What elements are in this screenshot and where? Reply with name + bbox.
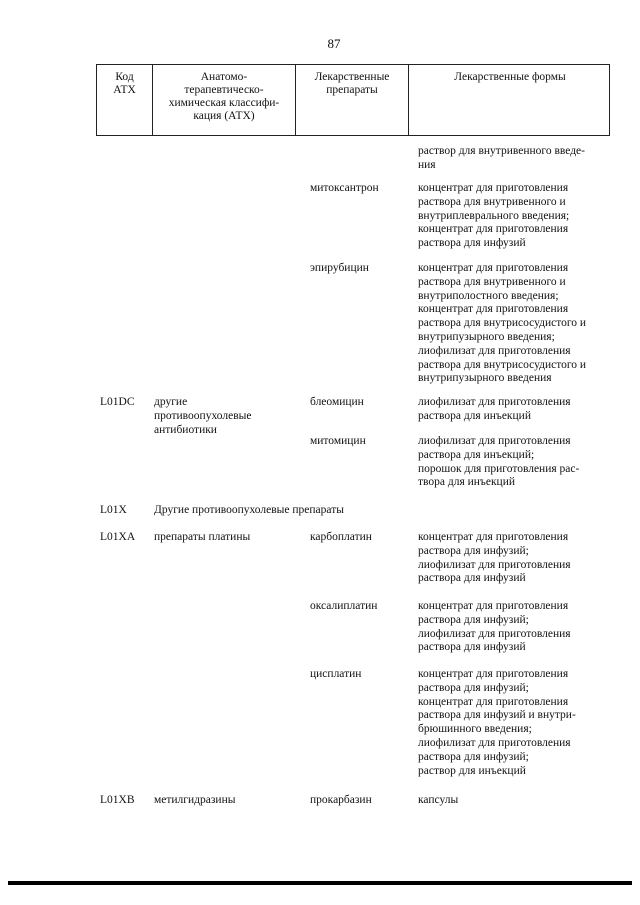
text-line: раствора для внутрисосудистого и: [418, 317, 587, 330]
row-drug: оксалиплатин: [310, 600, 378, 612]
row-forms: [418, 145, 618, 173]
text-line: раствора для инфузий;: [418, 750, 529, 763]
text-line: раствора для инъекций;: [418, 448, 535, 461]
table-header: [96, 64, 610, 136]
text-line: антибиотики: [154, 423, 217, 436]
text-line: препараты платины: [154, 531, 251, 543]
text-line: раствора для инфузий: [418, 572, 526, 585]
row-classification: [154, 531, 304, 545]
header-classification: Анатомо- терапевтическо- химическая классифи- кация (АТХ): [153, 65, 296, 135]
text-line: лиофилизат для приготовления: [418, 396, 571, 408]
header-forms: Лекарственные формы: [454, 71, 566, 83]
text-line: внутриплеврального введения;: [418, 209, 570, 222]
text-line: внутрипузырного введения;: [418, 330, 555, 343]
text-line: концентрат для приготовления: [418, 531, 569, 543]
header-code: Код АТХ: [97, 65, 153, 135]
text-line: концентрат для приготовления: [418, 223, 569, 236]
row-forms: [418, 794, 618, 808]
text-line: раствора для инфузий;: [418, 681, 529, 694]
text-line: лиофилизат для приготовления: [418, 627, 571, 640]
text-line: лиофилизат для приготовления: [418, 344, 571, 357]
row-forms: [418, 531, 618, 586]
page-number: 87: [327, 36, 341, 51]
text-line: противоопухолевые: [154, 409, 252, 422]
row-code: L01XA: [100, 531, 136, 543]
text-line: концентрат для приготовления: [418, 600, 569, 612]
text-line: раствора для инфузий и внутри-: [418, 709, 576, 722]
text-line: концентрат для приготовления: [418, 668, 569, 680]
text-line: другие: [154, 396, 188, 408]
text-line: внутриполостного введения;: [418, 289, 559, 302]
text-line: раствора для инфузий: [418, 237, 526, 250]
text-line: раствор для инъекций: [418, 764, 526, 777]
text-line: внутрипузырного введения: [418, 372, 552, 385]
row-classification: [154, 794, 304, 808]
row-drug: прокарбазин: [310, 794, 372, 806]
header-drugs: Лекарственные препараты: [296, 65, 409, 135]
text-line: капсулы: [418, 794, 459, 806]
row-forms: [418, 435, 618, 490]
row-drug: цисплатин: [310, 668, 362, 680]
row-forms: [418, 600, 618, 655]
bottom-rule: [8, 881, 632, 885]
text-line: раствора для инфузий;: [418, 544, 529, 557]
row-code: L01X: [100, 504, 127, 516]
row-forms: [418, 262, 618, 386]
row-code: L01DC: [100, 396, 135, 408]
text-line: раствора для внутривенного и: [418, 275, 566, 288]
text-line: лиофилизат для приготовления: [418, 736, 571, 749]
text-line: раствор для внутривенного введе-: [418, 145, 585, 157]
row-drug: митомицин: [310, 435, 366, 447]
row-drug: митоксантрон: [310, 182, 379, 194]
text-line: метилгидразины: [154, 794, 236, 806]
text-line: порошок для приготовления рас-: [418, 462, 580, 475]
row-drug: блеомицин: [310, 396, 364, 408]
text-line: концентрат для приготовления: [418, 303, 569, 316]
row-forms: [418, 182, 618, 251]
text-line: раствора для внутривенного и: [418, 195, 566, 208]
text-line: лиофилизат для приготовления: [418, 435, 571, 447]
text-line: раствора для инъекций: [418, 409, 531, 422]
row-code: L01XB: [100, 794, 135, 806]
text-line: брюшинного введения;: [418, 723, 532, 736]
row-drug: эпирубицин: [310, 262, 369, 274]
text-line: раствора для внутрисосудистого и: [418, 358, 587, 371]
text-line: ния: [418, 158, 436, 171]
row-forms: [418, 668, 618, 778]
text-line: концентрат для приготовления: [418, 182, 569, 194]
row-forms: [418, 396, 618, 424]
text-line: раствора для инфузий: [418, 641, 526, 654]
text-line: концентрат для приготовления: [418, 262, 569, 274]
text-line: твора для инъекций: [418, 476, 516, 489]
text-line: лиофилизат для приготовления: [418, 558, 571, 571]
row-drug: карбоплатин: [310, 531, 372, 543]
text-line: концентрат для приготовления: [418, 695, 569, 708]
row-classification: [154, 396, 304, 437]
row-classification: Другие противоопухолевые препараты: [154, 504, 344, 516]
text-line: раствора для инфузий;: [418, 613, 529, 626]
